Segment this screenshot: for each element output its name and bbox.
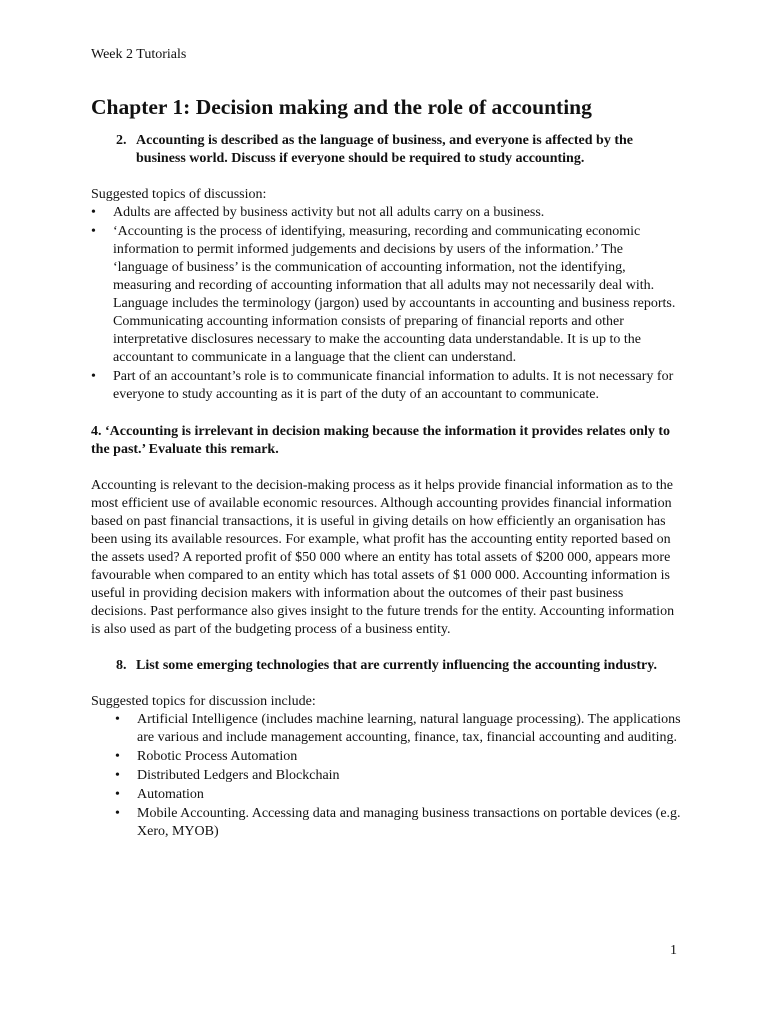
question-8-intro: Suggested topics for discussion include: xyxy=(91,694,316,709)
question-2-bullet-list xyxy=(91,204,681,404)
list-item-text: Automation xyxy=(137,787,204,802)
list-item xyxy=(91,223,681,367)
bullet-icon: • xyxy=(91,369,96,384)
bullet-icon: • xyxy=(115,787,120,802)
bullet-icon: • xyxy=(115,806,120,821)
list-item xyxy=(115,805,681,841)
list-item-text: Adults are affected by business activity but not all adults carry on a business. xyxy=(113,205,545,220)
list-item xyxy=(115,711,681,747)
list-item-text: ‘Accounting is the process of identifying, measuring, recording and communicating economic information to permit informed judgements and decisions by users of the information.’ The ‘language of business’ is the communication of accounting information, not the identifying, measuring and recording of accounting information that all adults may not necessarily deal with. Language includes the terminology (jargon) used by accountants in accounting and business reports. Communicating accounting information consists of preparing of financial reports and other interpretative disclosures necessary to make the accounting data understandable. It is up to the accountant to communicate in a language that the client can understand. xyxy=(113,224,676,365)
question-2 xyxy=(91,132,681,168)
bullet-icon: • xyxy=(115,768,120,783)
question-8-bullet-list xyxy=(91,711,681,841)
bullet-icon: • xyxy=(91,224,96,239)
list-item xyxy=(91,204,681,222)
bullet-icon: • xyxy=(91,205,96,220)
chapter-title: Chapter 1: Decision making and the role of accounting xyxy=(91,95,592,119)
list-item-text: Part of an accountant’s role is to communicate financial information to adults. It is not necessary for everyone to study accounting as it is part of the duty of an accountant to communicate. xyxy=(113,369,674,402)
page-header: Week 2 Tutorials xyxy=(91,47,187,62)
document-body xyxy=(91,132,681,842)
bullet-icon: • xyxy=(115,749,120,764)
list-item xyxy=(91,368,681,404)
question-8-number: 8. xyxy=(116,658,127,673)
question-2-number: 2. xyxy=(116,133,127,148)
question-4-answer: Accounting is relevant to the decision-making process as it helps provide financial information as to the most efficient use of available economic resources. Although accounting provides financial information based on past financial transactions, it is useful in giving details on how efficiently an organisation has been using its available resources. For example, what profit has the accounting entity reported based on the assets used? A reported profit of $50 000 where an entity has total assets of $200 000, appears more favourable when compared to an entity which has total assets of $1 000 000. Accounting information is useful in providing decision makers with information about the outcomes of their past business decisions. Past performance also gives insight to the future trends for the entity. Accounting information is also used as part of the budgeting process of a business entity. xyxy=(91,478,675,637)
question-8-text: List some emerging technologies that are currently influencing the accounting industry. xyxy=(136,658,657,673)
question-2-intro: Suggested topics of discussion: xyxy=(91,187,267,202)
list-item-text: Mobile Accounting. Accessing data and managing business transactions on portable devices (e.g. Xero, MYOB) xyxy=(137,806,681,839)
list-item-text: Robotic Process Automation xyxy=(137,749,298,764)
question-2-text: Accounting is described as the language of business, and everyone is affected by the business world. Discuss if everyone should be required to study accounting. xyxy=(136,133,634,166)
page-number: 1 xyxy=(670,943,677,958)
list-item xyxy=(115,786,681,804)
list-item-text: Artificial Intelligence (includes machine learning, natural language processing). The applications are various and include management accounting, finance, tax, financial accounting and auditing. xyxy=(137,712,681,745)
question-8 xyxy=(91,657,681,675)
list-item xyxy=(115,767,681,785)
question-4-text: 4. ‘Accounting is irrelevant in decision making because the information it provides relates only to the past.’ Evaluate this remark. xyxy=(91,424,671,457)
list-item xyxy=(115,748,681,766)
list-item-text: Distributed Ledgers and Blockchain xyxy=(137,768,340,783)
bullet-icon: • xyxy=(115,712,120,727)
